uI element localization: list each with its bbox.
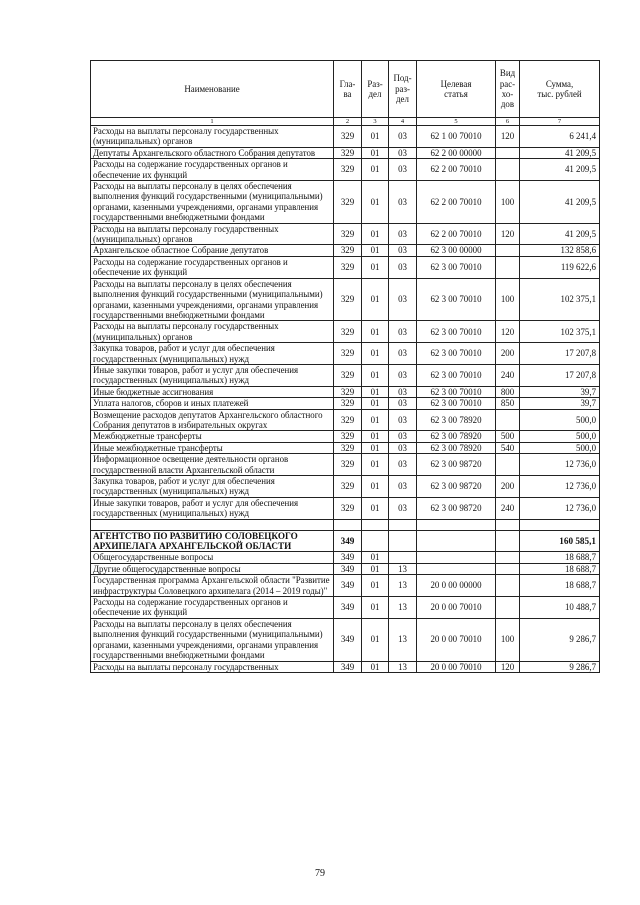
cell-podrazdel: 13 xyxy=(389,618,417,661)
cell-podrazdel xyxy=(389,519,417,530)
cell-target: 62 2 00 70010 xyxy=(417,181,496,224)
cell-glava: 349 xyxy=(334,563,362,574)
cell-sum: 12 736,0 xyxy=(520,497,600,519)
cell-vid xyxy=(496,575,520,597)
cell-vid: 500 xyxy=(496,431,520,442)
cell-sum: 160 585,1 xyxy=(520,530,600,552)
cell-name: Иные межбюджетные трансферты xyxy=(91,442,334,453)
cell-razdel: 01 xyxy=(362,575,389,597)
cell-podrazdel: 03 xyxy=(389,476,417,498)
cell-podrazdel: 03 xyxy=(389,409,417,431)
cell-vid: 200 xyxy=(496,476,520,498)
cell-sum: 18 688,7 xyxy=(520,563,600,574)
cell-razdel xyxy=(362,530,389,552)
cell-razdel: 01 xyxy=(362,442,389,453)
cell-razdel: 01 xyxy=(362,223,389,245)
cell-podrazdel: 03 xyxy=(389,159,417,181)
table-row xyxy=(91,126,600,148)
cell-target: 62 3 00 00000 xyxy=(417,245,496,256)
cell-glava: 329 xyxy=(334,256,362,278)
cell-vid: 850 xyxy=(496,398,520,409)
cell-glava: 329 xyxy=(334,147,362,158)
cell-glava: 329 xyxy=(334,442,362,453)
cell-sum: 6 241,4 xyxy=(520,126,600,148)
cell-glava: 329 xyxy=(334,181,362,224)
cell-razdel: 01 xyxy=(362,159,389,181)
cell-podrazdel: 13 xyxy=(389,661,417,672)
cell-glava: 329 xyxy=(334,454,362,476)
cell-sum: 41 209,5 xyxy=(520,181,600,224)
cell-name: Расходы на выплаты персоналу государственных (муниципальных) органов xyxy=(91,223,334,245)
cell-vid: 540 xyxy=(496,442,520,453)
cell-glava: 329 xyxy=(334,409,362,431)
cell-name: Расходы на выплаты персоналу в целях обеспечения выполнения функций государственными (муниципальными) органами, казенными учреждениями, органами управления государственными внебюджетными фондами xyxy=(91,618,334,661)
cell-sum: 41 209,5 xyxy=(520,223,600,245)
column-number: 3 xyxy=(362,118,389,126)
column-number: 7 xyxy=(520,118,600,126)
cell-razdel: 01 xyxy=(362,256,389,278)
cell-razdel: 01 xyxy=(362,386,389,397)
page-number: 79 xyxy=(315,868,325,879)
table-header-row xyxy=(91,61,600,118)
cell-name: Информационное освещение деятельности органов государственной власти Архангельской области xyxy=(91,454,334,476)
cell-razdel: 01 xyxy=(362,245,389,256)
header-podrazdel: Под- раз- дел xyxy=(389,61,417,118)
cell-target: 20 0 00 70010 xyxy=(417,661,496,672)
cell-podrazdel: 03 xyxy=(389,181,417,224)
cell-vid: 200 xyxy=(496,343,520,365)
cell-name: Расходы на выплаты персоналу государственных (муниципальных) органов xyxy=(91,126,334,148)
cell-podrazdel: 13 xyxy=(389,575,417,597)
cell-glava: 329 xyxy=(334,431,362,442)
cell-name: Иные закупки товаров, работ и услуг для обеспечения государственных (муниципальных) нужд xyxy=(91,364,334,386)
cell-sum: 500,0 xyxy=(520,442,600,453)
cell-podrazdel: 03 xyxy=(389,321,417,343)
cell-podrazdel: 03 xyxy=(389,256,417,278)
cell-razdel: 01 xyxy=(362,126,389,148)
table-row xyxy=(91,497,600,519)
cell-podrazdel: 03 xyxy=(389,126,417,148)
table-row xyxy=(91,563,600,574)
cell-name: Расходы на содержание государственных органов и обеспечение их функций xyxy=(91,597,334,619)
cell-glava: 329 xyxy=(334,386,362,397)
cell-sum: 41 209,5 xyxy=(520,159,600,181)
cell-vid: 120 xyxy=(496,661,520,672)
cell-name: Возмещение расходов депутатов Архангельского областного Собрания депутатов в избирательных округах xyxy=(91,409,334,431)
header-vid: Вид рас- хо- дов xyxy=(496,61,520,118)
cell-target: 62 3 00 70010 xyxy=(417,321,496,343)
table-row xyxy=(91,661,600,672)
table-row xyxy=(91,364,600,386)
table-row xyxy=(91,256,600,278)
table-row xyxy=(91,431,600,442)
cell-razdel: 01 xyxy=(362,343,389,365)
cell-name: Уплата налогов, сборов и иных платежей xyxy=(91,398,334,409)
cell-podrazdel: 03 xyxy=(389,442,417,453)
budget-page xyxy=(90,60,599,673)
cell-vid xyxy=(496,245,520,256)
cell-name: Расходы на содержание государственных органов и обеспечение их функций xyxy=(91,159,334,181)
cell-glava: 329 xyxy=(334,497,362,519)
cell-sum: 12 736,0 xyxy=(520,454,600,476)
cell-sum: 500,0 xyxy=(520,409,600,431)
table-row xyxy=(91,552,600,563)
cell-vid: 120 xyxy=(496,126,520,148)
cell-name: Иные закупки товаров, работ и услуг для обеспечения государственных (муниципальных) нужд xyxy=(91,497,334,519)
header-razdel: Раз- дел xyxy=(362,61,389,118)
table-row xyxy=(91,476,600,498)
cell-glava: 329 xyxy=(334,364,362,386)
header-glava: Гла- ва xyxy=(334,61,362,118)
cell-razdel: 01 xyxy=(362,497,389,519)
cell-podrazdel xyxy=(389,530,417,552)
cell-name: Расходы на содержание государственных органов и обеспечение их функций xyxy=(91,256,334,278)
cell-vid xyxy=(496,454,520,476)
table-row xyxy=(91,223,600,245)
cell-podrazdel: 03 xyxy=(389,245,417,256)
cell-razdel: 01 xyxy=(362,398,389,409)
cell-razdel: 01 xyxy=(362,321,389,343)
cell-razdel xyxy=(362,519,389,530)
cell-podrazdel: 03 xyxy=(389,278,417,321)
cell-glava: 329 xyxy=(334,278,362,321)
cell-sum: 17 207,8 xyxy=(520,364,600,386)
table-row xyxy=(91,245,600,256)
cell-target xyxy=(417,519,496,530)
cell-podrazdel: 03 xyxy=(389,147,417,158)
cell-vid: 120 xyxy=(496,223,520,245)
cell-target: 62 1 00 70010 xyxy=(417,126,496,148)
cell-target: 62 3 00 70010 xyxy=(417,278,496,321)
cell-target: 20 0 00 70010 xyxy=(417,597,496,619)
cell-glava xyxy=(334,519,362,530)
cell-sum: 12 736,0 xyxy=(520,476,600,498)
cell-sum: 132 858,6 xyxy=(520,245,600,256)
cell-podrazdel: 03 xyxy=(389,386,417,397)
cell-name: Общегосударственные вопросы xyxy=(91,552,334,563)
cell-razdel: 01 xyxy=(362,661,389,672)
cell-podrazdel: 03 xyxy=(389,343,417,365)
cell-razdel: 01 xyxy=(362,552,389,563)
table-row xyxy=(91,398,600,409)
cell-sum: 119 622,6 xyxy=(520,256,600,278)
table-body xyxy=(91,126,600,673)
table-row xyxy=(91,454,600,476)
budget-table xyxy=(90,60,600,673)
cell-vid xyxy=(496,256,520,278)
table-row xyxy=(91,530,600,552)
cell-vid xyxy=(496,552,520,563)
cell-glava: 349 xyxy=(334,661,362,672)
cell-sum: 39,7 xyxy=(520,398,600,409)
table-row xyxy=(91,321,600,343)
cell-name: Межбюджетные трансферты xyxy=(91,431,334,442)
cell-target xyxy=(417,530,496,552)
cell-glava: 329 xyxy=(334,343,362,365)
cell-target: 62 3 00 70010 xyxy=(417,398,496,409)
cell-sum xyxy=(520,519,600,530)
column-number: 4 xyxy=(389,118,417,126)
cell-glava: 329 xyxy=(334,245,362,256)
cell-vid xyxy=(496,159,520,181)
cell-glava: 329 xyxy=(334,476,362,498)
cell-podrazdel: 03 xyxy=(389,497,417,519)
cell-name: Архангельское областное Собрание депутатов xyxy=(91,245,334,256)
cell-target: 20 0 00 00000 xyxy=(417,575,496,597)
cell-target: 62 3 00 98720 xyxy=(417,497,496,519)
cell-sum: 10 488,7 xyxy=(520,597,600,619)
cell-podrazdel: 03 xyxy=(389,223,417,245)
cell-razdel: 01 xyxy=(362,597,389,619)
table-row xyxy=(91,409,600,431)
cell-sum: 17 207,8 xyxy=(520,343,600,365)
cell-razdel: 01 xyxy=(362,147,389,158)
cell-glava: 349 xyxy=(334,530,362,552)
cell-podrazdel: 13 xyxy=(389,563,417,574)
cell-target: 62 3 00 70010 xyxy=(417,343,496,365)
cell-target: 62 3 00 70010 xyxy=(417,256,496,278)
cell-razdel: 01 xyxy=(362,364,389,386)
cell-vid: 120 xyxy=(496,321,520,343)
cell-razdel: 01 xyxy=(362,454,389,476)
cell-target: 20 0 00 70010 xyxy=(417,618,496,661)
cell-vid xyxy=(496,563,520,574)
cell-vid: 240 xyxy=(496,364,520,386)
cell-sum: 9 286,7 xyxy=(520,618,600,661)
table-row xyxy=(91,343,600,365)
cell-name: Закупка товаров, работ и услуг для обеспечения государственных (муниципальных) нужд xyxy=(91,343,334,365)
cell-target: 62 3 00 78920 xyxy=(417,431,496,442)
cell-glava: 349 xyxy=(334,575,362,597)
cell-target: 62 3 00 98720 xyxy=(417,476,496,498)
cell-podrazdel: 03 xyxy=(389,454,417,476)
header-sum: Сумма, тыс. рублей xyxy=(520,61,600,118)
cell-sum: 102 375,1 xyxy=(520,278,600,321)
cell-podrazdel: 03 xyxy=(389,398,417,409)
cell-name: Расходы на выплаты персоналу в целях обеспечения выполнения функций государственными (муниципальными) органами, казенными учреждениями, органами управления государственными внебюджетными фондами xyxy=(91,181,334,224)
cell-name: Иные бюджетные ассигнования xyxy=(91,386,334,397)
cell-glava: 329 xyxy=(334,398,362,409)
header-name: Наименование xyxy=(91,61,334,118)
cell-vid: 240 xyxy=(496,497,520,519)
cell-sum: 9 286,7 xyxy=(520,661,600,672)
table-row xyxy=(91,519,600,530)
cell-glava: 349 xyxy=(334,618,362,661)
cell-glava: 349 xyxy=(334,552,362,563)
column-number-row xyxy=(91,118,600,126)
cell-name: Расходы на выплаты персоналу государственных (муниципальных) органов xyxy=(91,321,334,343)
cell-vid xyxy=(496,147,520,158)
cell-glava: 329 xyxy=(334,321,362,343)
cell-podrazdel: 03 xyxy=(389,431,417,442)
cell-sum: 41 209,5 xyxy=(520,147,600,158)
cell-podrazdel: 03 xyxy=(389,364,417,386)
cell-sum: 500,0 xyxy=(520,431,600,442)
cell-vid: 100 xyxy=(496,278,520,321)
cell-name: Другие общегосударственные вопросы xyxy=(91,563,334,574)
cell-glava: 329 xyxy=(334,126,362,148)
table-row xyxy=(91,618,600,661)
table-row xyxy=(91,278,600,321)
cell-razdel: 01 xyxy=(362,431,389,442)
cell-name: Расходы на выплаты персоналу в целях обеспечения выполнения функций государственными (муниципальными) органами, казенными учреждениями, органами управления государственными внебюджетными фондами xyxy=(91,278,334,321)
cell-sum: 102 375,1 xyxy=(520,321,600,343)
cell-target: 62 2 00 00000 xyxy=(417,147,496,158)
cell-razdel: 01 xyxy=(362,618,389,661)
header-target: Целевая статья xyxy=(417,61,496,118)
table-row xyxy=(91,575,600,597)
cell-name: Закупка товаров, работ и услуг для обеспечения государственных (муниципальных) нужд xyxy=(91,476,334,498)
cell-razdel: 01 xyxy=(362,278,389,321)
table-row xyxy=(91,147,600,158)
cell-vid xyxy=(496,519,520,530)
cell-name: АГЕНТСТВО ПО РАЗВИТИЮ СОЛОВЕЦКОГО АРХИПЕЛАГА АРХАНГЕЛЬСКОЙ ОБЛАСТИ xyxy=(91,530,334,552)
cell-target: 62 3 00 98720 xyxy=(417,454,496,476)
cell-target: 62 2 00 70010 xyxy=(417,223,496,245)
table-row xyxy=(91,181,600,224)
column-number: 6 xyxy=(496,118,520,126)
cell-vid xyxy=(496,530,520,552)
cell-razdel: 01 xyxy=(362,409,389,431)
cell-target: 62 3 00 78920 xyxy=(417,409,496,431)
table-row xyxy=(91,442,600,453)
cell-target: 62 3 00 70010 xyxy=(417,386,496,397)
cell-sum: 18 688,7 xyxy=(520,575,600,597)
cell-vid: 100 xyxy=(496,181,520,224)
column-number: 1 xyxy=(91,118,334,126)
cell-podrazdel xyxy=(389,552,417,563)
cell-glava: 329 xyxy=(334,159,362,181)
cell-glava: 329 xyxy=(334,223,362,245)
cell-name: Государственная программа Архангельской области "Развитие инфраструктуры Соловецкого архипелага (2014 – 2019 годы)" xyxy=(91,575,334,597)
cell-vid: 100 xyxy=(496,618,520,661)
column-number: 5 xyxy=(417,118,496,126)
cell-glava: 349 xyxy=(334,597,362,619)
cell-razdel: 01 xyxy=(362,476,389,498)
cell-podrazdel: 13 xyxy=(389,597,417,619)
cell-razdel: 01 xyxy=(362,563,389,574)
table-row xyxy=(91,597,600,619)
cell-name: Депутаты Архангельского областного Собрания депутатов xyxy=(91,147,334,158)
cell-target: 62 3 00 70010 xyxy=(417,364,496,386)
table-row xyxy=(91,386,600,397)
cell-vid xyxy=(496,597,520,619)
cell-name: Расходы на выплаты персоналу государственных xyxy=(91,661,334,672)
cell-target: 62 3 00 78920 xyxy=(417,442,496,453)
cell-vid xyxy=(496,409,520,431)
column-number: 2 xyxy=(334,118,362,126)
cell-sum: 39,7 xyxy=(520,386,600,397)
cell-razdel: 01 xyxy=(362,181,389,224)
cell-target xyxy=(417,563,496,574)
cell-sum: 18 688,7 xyxy=(520,552,600,563)
cell-vid: 800 xyxy=(496,386,520,397)
table-row xyxy=(91,159,600,181)
cell-target xyxy=(417,552,496,563)
cell-name xyxy=(91,519,334,530)
cell-target: 62 2 00 70010 xyxy=(417,159,496,181)
